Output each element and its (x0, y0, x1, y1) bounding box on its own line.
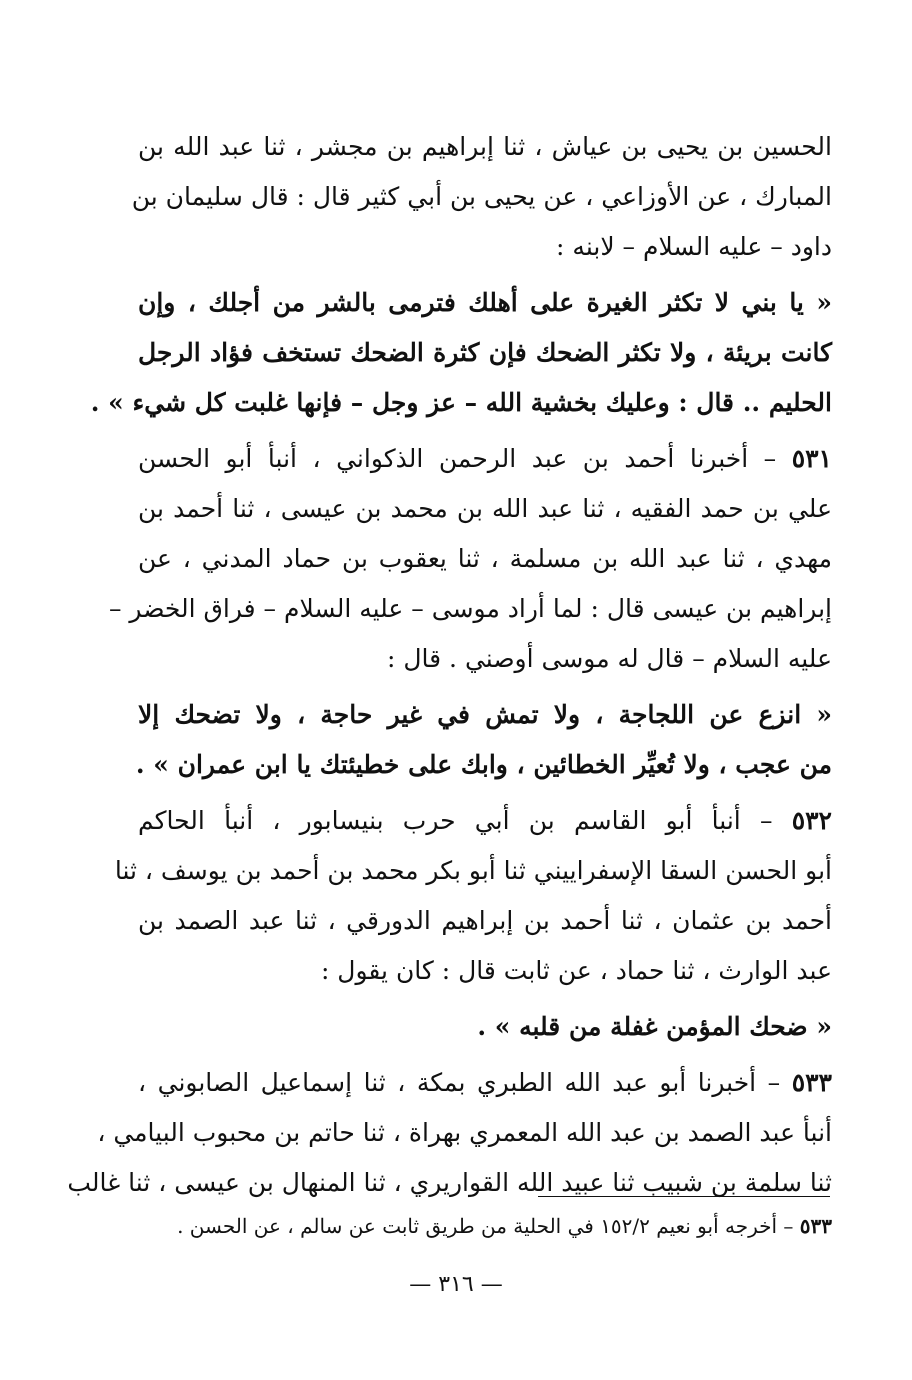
text-line: المبارك ، عن الأوزاعي ، عن يحيى بن أبي كثير قال : قال سليمان بن (131, 182, 832, 211)
text-line: عليه السلام – قال له موسى أوصني . قال : (387, 644, 832, 673)
main-text (67, 122, 832, 1208)
text-line: ثنا سلمة بن شبيب ثنا عبيد الله القواريري ، ثنا المنهال بن عيسى ، ثنا غالب (67, 1168, 832, 1197)
text-line: أنبأ عبد الصمد بن عبد الله المعمري بهراة ، ثنا حاتم بن محبوب البيامي ، (97, 1118, 832, 1147)
text-line (138, 796, 832, 846)
hadith-number: ٥٣١ (791, 444, 832, 473)
hadith-number: ٥٣٣ (791, 1068, 832, 1097)
text-line: أبو الحسن السقا الإسفراييني ثنا أبو بكر محمد بن أحمد بن يوسف ، ثنا (114, 856, 832, 885)
hadith-text: – أخبرنا أحمد بن عبد الرحمن الذكواني ، أنبأ أبو الحسن (138, 444, 777, 473)
footnote-text: – أخرجه أبو نعيم ١٥٢/٢ في الحلية من طريق ثابت عن سالم ، عن الحسن . (177, 1214, 794, 1238)
hadith-number: ٥٣٢ (791, 806, 832, 835)
footnote (110, 1210, 832, 1242)
quote-line: كانت بريئة ، ولا تكثر الضحك فإن كثرة الضحك تستخف فؤاد الرجل (138, 338, 832, 367)
quote-line: الحليم .. قال : وعليك بخشية الله – عز وجل – فإنها غلبت كل شيء » . (90, 388, 832, 417)
text-line: عبد الوارث ، ثنا حماد ، عن ثابت قال : كان يقول : (320, 956, 832, 985)
text-line: مهدي ، ثنا عبد الله بن مسلمة ، ثنا يعقوب بن حماد المدني ، عن (138, 544, 832, 573)
text-line: علي بن حمد الفقيه ، ثنا عبد الله بن محمد بن عيسى ، ثنا أحمد بن (138, 494, 832, 523)
page-number: — ٣١٦ — (409, 1272, 503, 1297)
text-line (138, 434, 832, 484)
quote-line: « ضحك المؤمن غفلة من قلبه » . (477, 1012, 832, 1041)
quote-line: « انزع عن اللجاجة ، ولا تمش في غير حاجة ، ولا تضحك إلا (138, 700, 832, 729)
text-line (138, 1058, 832, 1108)
footnote-divider (538, 1196, 830, 1197)
hadith-text: – أنبأ أبو القاسم بن أبي حرب بنيسابور ، أنبأ الحاكم (138, 806, 773, 835)
text-line: أحمد بن عثمان ، ثنا أحمد بن إبراهيم الدورقي ، ثنا عبد الصمد بن (138, 906, 832, 935)
hadith-text: – أخبرنا أبو عبد الله الطبري بمكة ، ثنا إسماعيل الصابوني ، (138, 1068, 781, 1097)
text-line: الحسين بن يحيى بن عياش ، ثنا إبراهيم بن مجشر ، ثنا عبد الله بن (138, 132, 832, 161)
text-line: داود – عليه السلام – لابنه : (556, 232, 832, 261)
quote-line: « يا بني لا تكثر الغيرة على أهلك فترمى بالشر من أجلك ، وإن (138, 288, 832, 317)
text-line: إبراهيم بن عيسى قال : لما أراد موسى – عليه السلام – فراق الخضر – (108, 594, 832, 623)
footnote-number: ٥٣٣ (799, 1214, 832, 1238)
quote-line: من عجب ، ولا تُعيِّر الخطائين ، وابك على خطيئتك يا ابن عمران » . (135, 750, 832, 779)
